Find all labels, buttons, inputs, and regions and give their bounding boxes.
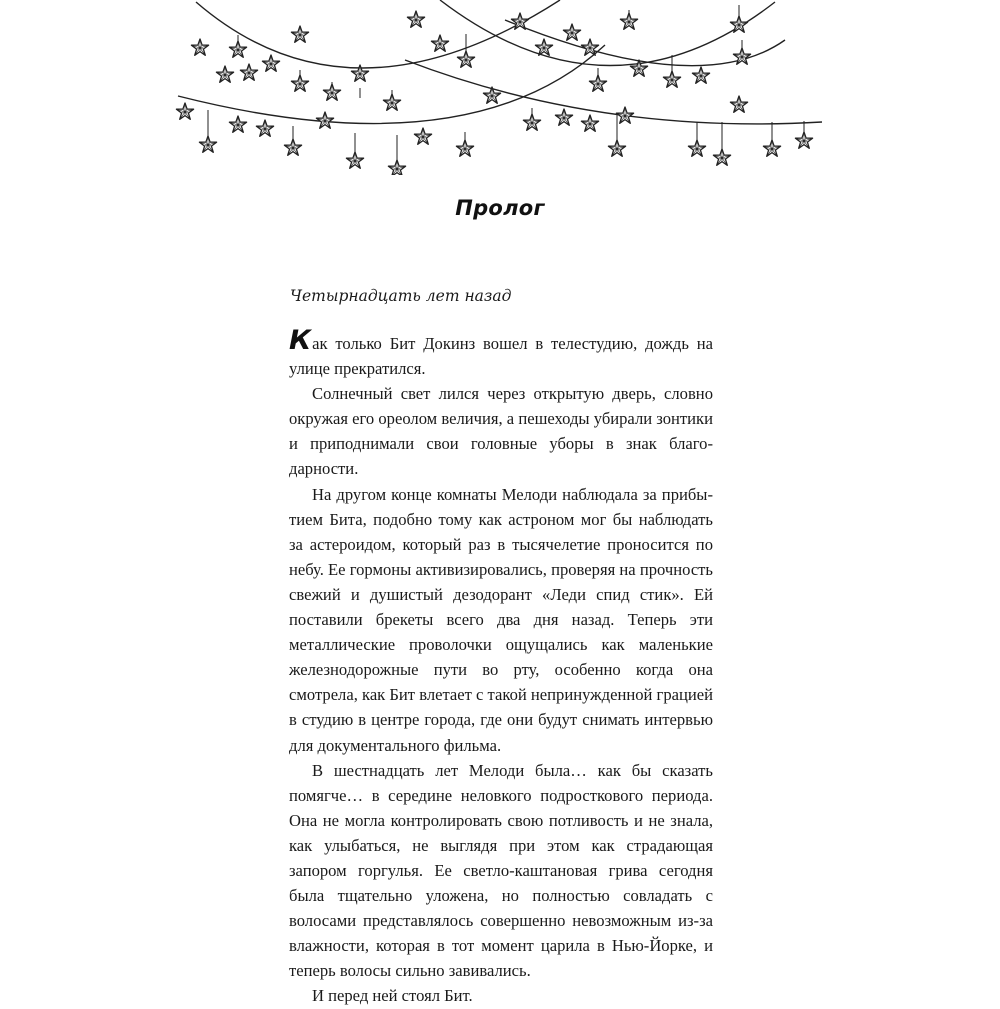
paragraph-4: В шестнадцать лет Мелоди была… как бы сказать помягче… в середине неловкого подросткового периода. Она не могла контролировать свою потливость и не знала, как улыбаться, не выглядя при этом как страдающая запором горгулья. Ее светло-каштановая грива сегодня была тщательно уложена, но полностью совладать с волосами представлялось совершенно невозможным из-за влажности, которая в тот момент царила в Нью-Йорке, и теперь волосы сильно завивались. [289,760,713,981]
chapter-title: Пролог [455,196,545,220]
star-garland-illustration [170,0,830,175]
paragraph-2: Солнечный свет лился через открытую дверь, словно окружая его ореолом величия, а пешеходы убирали зонтики и приподнимали свои головные уборы в знак благодарности. [289,384,713,479]
drop-cap: К [289,325,312,356]
body-text [289,325,714,1009]
paragraph-3: На другом конце комнаты Мелоди наблюдала за прибытием Бита, подобно тому как астроном мог бы наблюдать за астероидом, который раз в тысячелетие проносится по небу. Ее гормоны активизировались, проверяя на прочность свежий и душистый дезодорант «Леди спид стик». Ей поставили брекеты всего два дня назад. Теперь эти металлические проволочки ощущались как маленькие железнодорожные пути во рту, особенно когда она смотрела, как Бит влетает с такой непринужденной грацией в студию в центре города, где они будут снимать интервью для документального фильма. [289,484,714,755]
paragraph-5: И перед ней стоял Бит. [312,986,473,1006]
chapter-subtitle: Четырнадцать лет назад [290,287,512,305]
paragraph-1 [289,325,713,381]
paragraph-1-text: ак только Бит Докинз вошел в телестудию, дождь на улице прекратился. [289,334,713,379]
